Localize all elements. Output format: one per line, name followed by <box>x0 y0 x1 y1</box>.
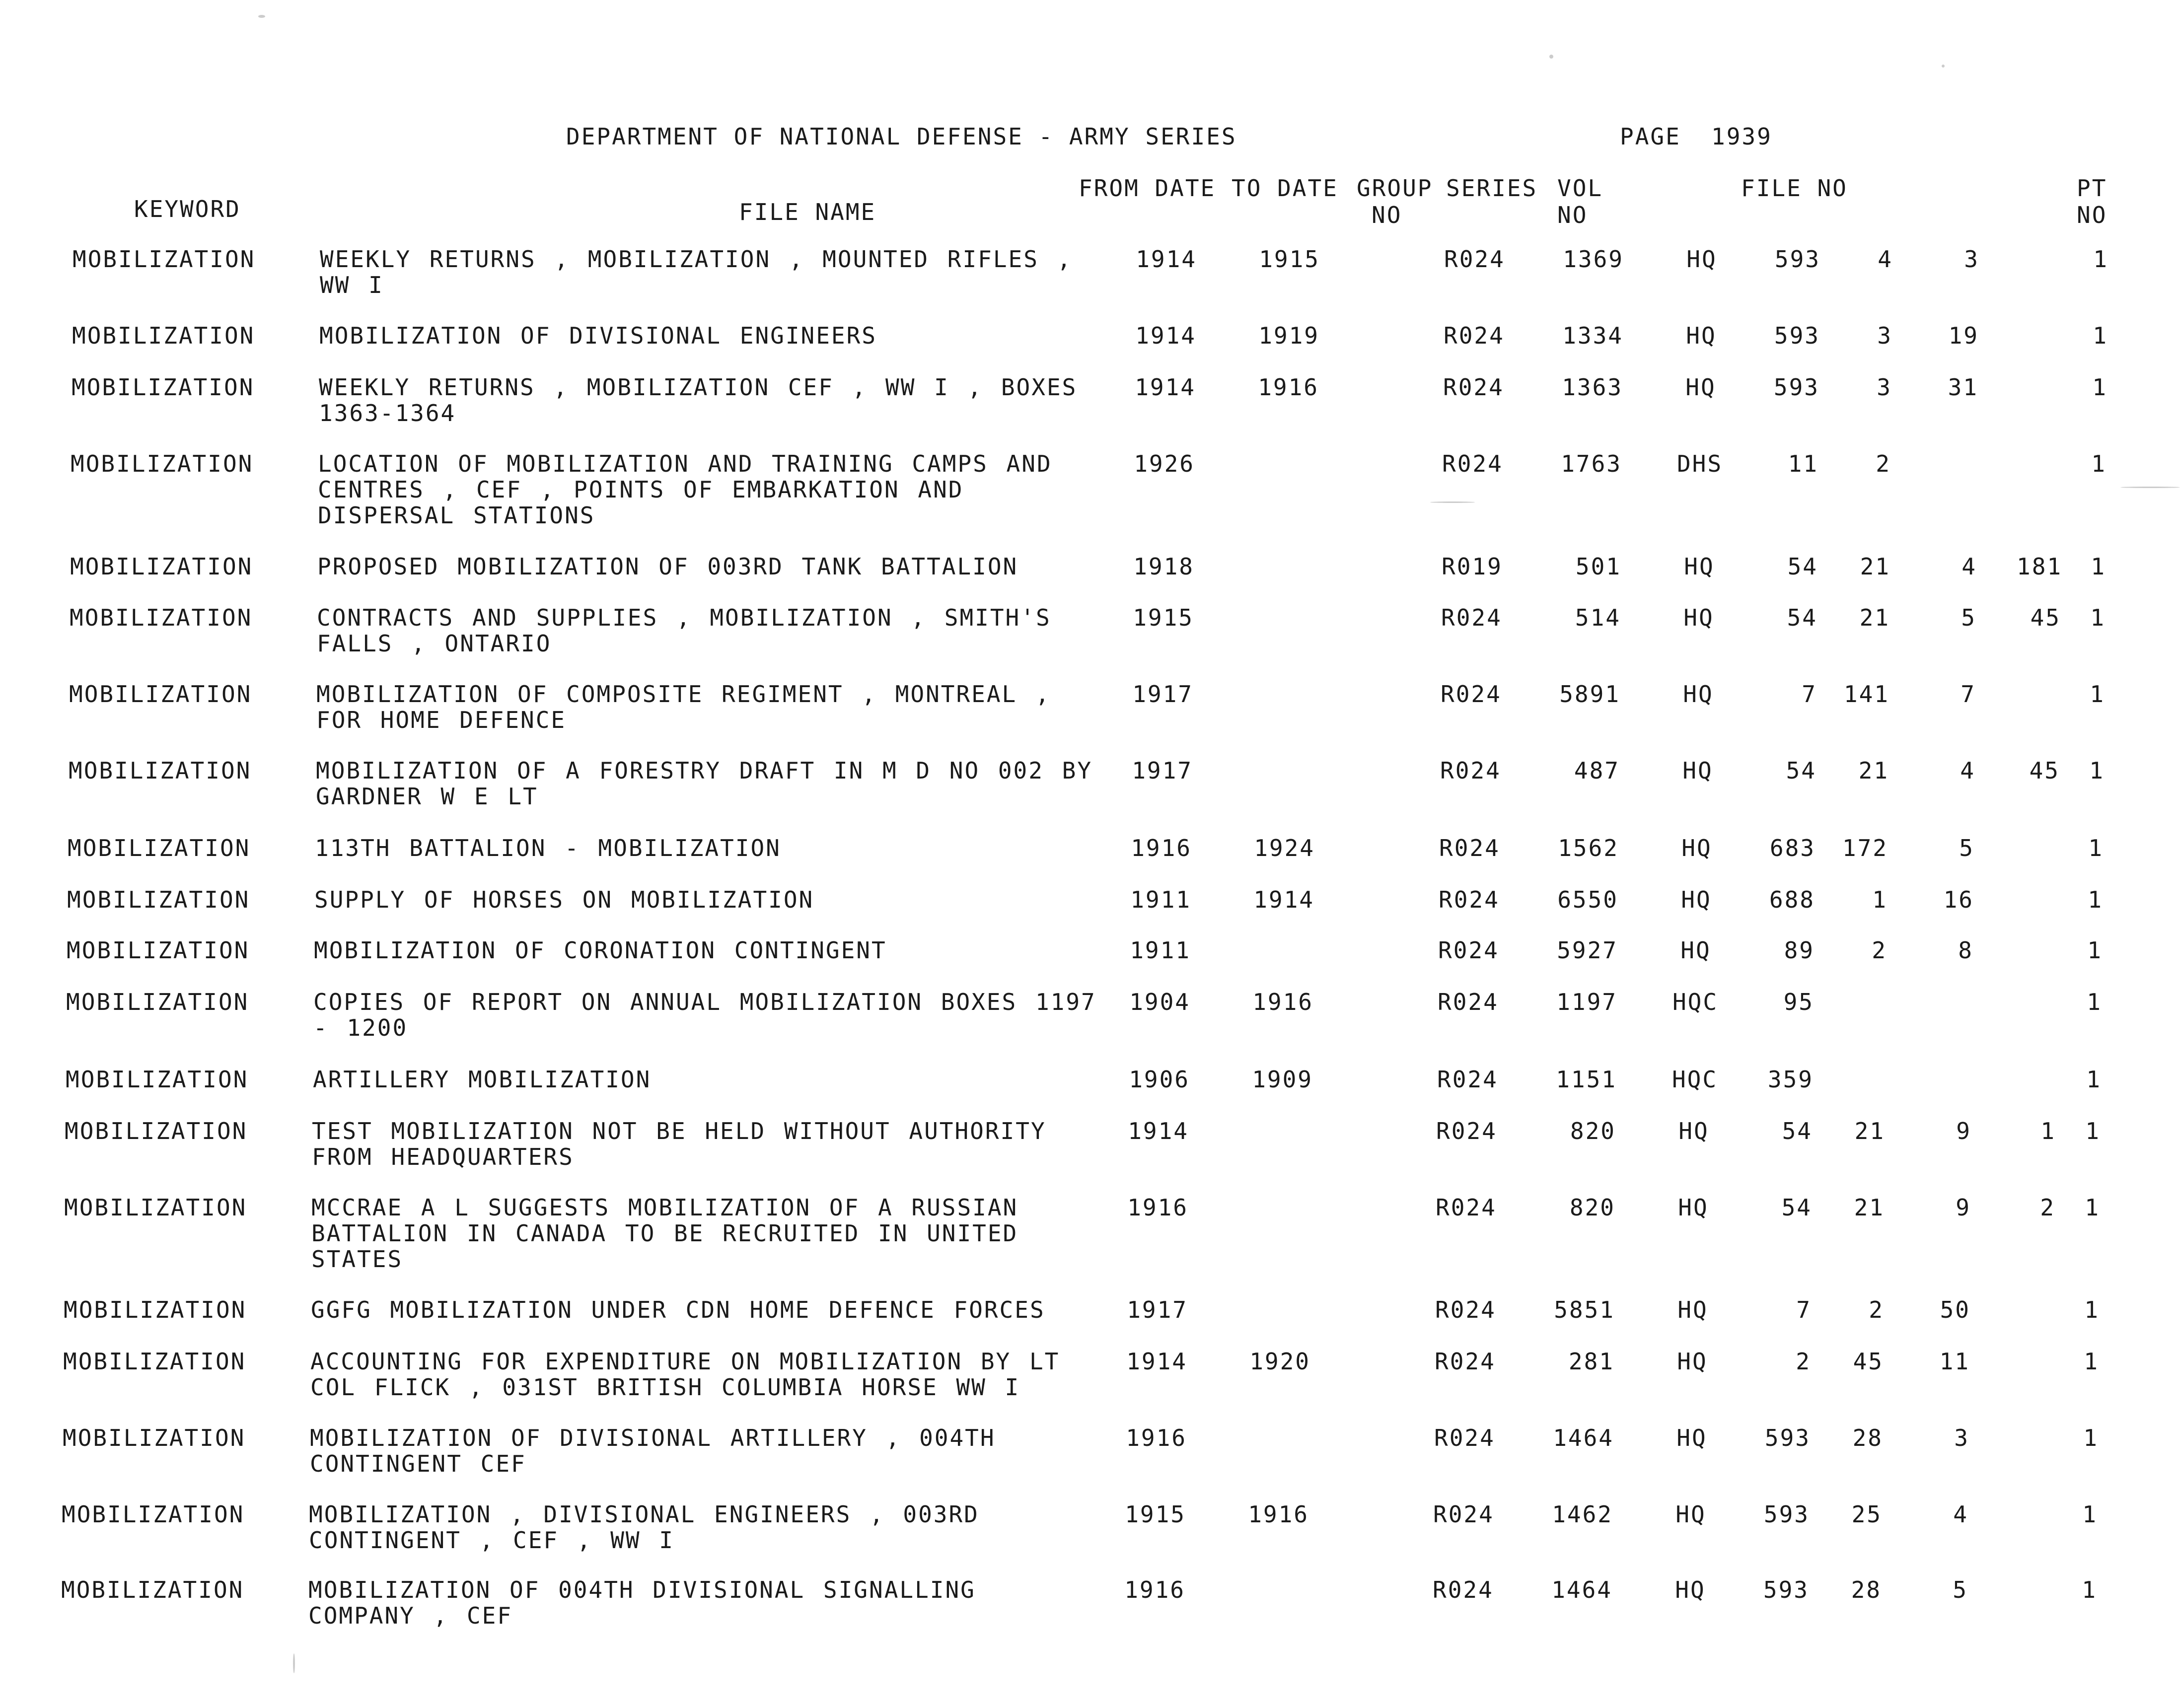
page-label: PAGE <box>1620 123 1681 150</box>
cell-f5: 45 <box>2030 604 2061 631</box>
cell-series: R024 <box>1433 1501 1494 1528</box>
cell-series: R024 <box>1439 886 1500 913</box>
cell-series: R024 <box>1441 604 1502 631</box>
cell-file-name: COPIES OF REPORT ON ANNUAL MOBILIZATION BOXES 1197 - 1200 <box>313 989 1096 1041</box>
cell-series: R024 <box>1439 835 1500 861</box>
cell-f1: HQ <box>1676 1424 1707 1451</box>
cell-f4: 16 <box>1943 886 1974 913</box>
scan-speck <box>1549 55 1553 59</box>
cell-f1: HQ <box>1686 246 1717 273</box>
cell-keyword: MOBILIZATION <box>70 604 253 631</box>
cell-vol: 820 <box>1570 1118 1616 1144</box>
column-header-to-date: TO DATE <box>1232 175 1338 202</box>
cell-file-name: MCCRAE A L SUGGESTS MOBILIZATION OF A RUSSIAN BATTALION IN CANADA TO BE RECRUITED IN UNITED STATES <box>311 1194 1018 1273</box>
cell-f3: 3 <box>1877 322 1892 349</box>
cell-f3: 1 <box>1872 886 1888 913</box>
cell-f2: 688 <box>1769 886 1815 913</box>
cell-pt: 1 <box>2089 757 2105 784</box>
cell-f4: 31 <box>1948 374 1978 401</box>
column-header-series: SERIES <box>1446 175 1538 202</box>
cell-f1: HQ <box>1678 1194 1709 1221</box>
cell-vol: 1763 <box>1561 450 1622 477</box>
scan-speck <box>1430 501 1475 503</box>
page-number: 1939 <box>1711 123 1772 150</box>
cell-f2: 54 <box>1787 553 1818 580</box>
cell-vol: 514 <box>1575 604 1621 631</box>
cell-vol: 1151 <box>1556 1066 1617 1093</box>
cell-vol: 5851 <box>1554 1296 1615 1323</box>
cell-from: 1914 <box>1126 1348 1187 1375</box>
cell-file-name: SUPPLY OF HORSES ON MOBILIZATION <box>314 886 814 913</box>
cell-f4: 7 <box>1961 681 1976 708</box>
cell-f2: 11 <box>1788 450 1818 477</box>
cell-f2: 359 <box>1767 1066 1814 1093</box>
cell-from: 1917 <box>1132 757 1193 784</box>
cell-from: 1911 <box>1130 937 1191 964</box>
cell-pt: 1 <box>2085 1118 2101 1144</box>
cell-f4: 5 <box>1959 835 1974 861</box>
cell-vol: 1462 <box>1552 1501 1613 1528</box>
cell-series: R024 <box>1443 374 1504 401</box>
cell-f3: 2 <box>1869 1296 1884 1323</box>
column-header-file-name: FILE NAME <box>739 199 876 225</box>
cell-vol: 1464 <box>1553 1424 1614 1451</box>
cell-pt: 1 <box>2083 1424 2099 1451</box>
cell-f1: HQ <box>1686 322 1717 349</box>
cell-series: R024 <box>1440 757 1501 784</box>
cell-f1: HQC <box>1672 989 1719 1015</box>
cell-file-name: PROPOSED MOBILIZATION OF 003RD TANK BATTALION <box>317 553 1018 580</box>
cell-series: R024 <box>1434 1424 1495 1451</box>
cell-f1: HQC <box>1672 1066 1718 1093</box>
cell-vol: 1562 <box>1558 835 1619 861</box>
cell-pt: 1 <box>2088 886 2103 913</box>
cell-f3: 2 <box>1876 450 1891 477</box>
cell-f2: 54 <box>1786 757 1817 784</box>
cell-vol: 501 <box>1575 553 1621 580</box>
cell-from: 1915 <box>1125 1501 1186 1528</box>
cell-pt: 1 <box>2090 604 2106 631</box>
cell-keyword: MOBILIZATION <box>67 886 250 913</box>
cell-f3: 21 <box>1860 553 1890 580</box>
cell-f3: 25 <box>1851 1501 1882 1528</box>
cell-keyword: MOBILIZATION <box>63 1348 246 1375</box>
cell-to: 1924 <box>1254 835 1315 861</box>
cell-from: 1917 <box>1127 1296 1188 1323</box>
cell-series: R024 <box>1433 1576 1494 1603</box>
cell-vol: 5891 <box>1559 681 1620 708</box>
cell-keyword: MOBILIZATION <box>66 989 249 1015</box>
cell-f3: 28 <box>1852 1424 1883 1451</box>
cell-pt: 1 <box>2091 450 2107 477</box>
cell-vol: 487 <box>1574 757 1620 784</box>
cell-f2: 54 <box>1781 1194 1812 1221</box>
cell-f3: 28 <box>1851 1576 1882 1603</box>
cell-f2: 683 <box>1769 835 1816 861</box>
cell-f3: 172 <box>1842 835 1888 861</box>
column-header-file-no: FILE NO <box>1741 175 1848 202</box>
column-header-from-date: FROM DATE <box>1079 175 1216 202</box>
column-header-pt-no: NO <box>2077 202 2108 228</box>
cell-vol: 820 <box>1569 1194 1615 1221</box>
cell-pt: 1 <box>2087 937 2103 964</box>
cell-keyword: MOBILIZATION <box>61 1576 244 1603</box>
cell-to: 1915 <box>1259 246 1320 273</box>
cell-pt: 1 <box>2084 1348 2099 1375</box>
cell-to: 1909 <box>1252 1066 1313 1093</box>
column-header-vol-no: NO <box>1557 202 1588 228</box>
column-header-group: GROUP <box>1357 175 1433 202</box>
cell-from: 1917 <box>1132 681 1193 708</box>
cell-file-name: TEST MOBILIZATION NOT BE HELD WITHOUT AUTHORITY FROM HEADQUARTERS <box>312 1118 1046 1170</box>
cell-series: R024 <box>1444 322 1505 349</box>
cell-f3: 21 <box>1858 757 1889 784</box>
cell-f2: 593 <box>1774 246 1820 273</box>
cell-file-name: MOBILIZATION OF DIVISIONAL ARTILLERY , 004TH CONTINGENT CEF <box>310 1424 996 1477</box>
cell-f3: 21 <box>1854 1194 1885 1221</box>
cell-f4: 5 <box>1953 1576 1968 1603</box>
cell-f4: 4 <box>1962 553 1977 580</box>
cell-f5: 181 <box>2017 553 2063 580</box>
cell-to: 1920 <box>1249 1348 1310 1375</box>
cell-series: R024 <box>1436 1118 1497 1144</box>
cell-f1: HQ <box>1684 553 1715 580</box>
cell-f3: 3 <box>1877 374 1892 401</box>
cell-file-name: MOBILIZATION OF DIVISIONAL ENGINEERS <box>319 322 877 349</box>
cell-from: 1926 <box>1134 450 1195 477</box>
cell-f3: 21 <box>1859 604 1890 631</box>
cell-f2: 593 <box>1774 322 1820 349</box>
cell-f1: HQ <box>1677 1296 1708 1323</box>
cell-f1: HQ <box>1675 1501 1706 1528</box>
cell-f4: 8 <box>1958 937 1973 964</box>
cell-to: 1916 <box>1252 989 1313 1015</box>
cell-from: 1915 <box>1133 604 1194 631</box>
cell-series: R024 <box>1438 989 1499 1015</box>
cell-f2: 7 <box>1802 681 1817 708</box>
cell-pt: 1 <box>2092 374 2108 401</box>
cell-pt: 1 <box>2093 246 2108 273</box>
cell-f3: 4 <box>1878 246 1893 273</box>
cell-f1: HQ <box>1681 886 1712 913</box>
cell-file-name: 113TH BATTALION - MOBILIZATION <box>315 835 781 861</box>
cell-f1: DHS <box>1676 450 1723 477</box>
cell-f4: 11 <box>1939 1348 1970 1375</box>
cell-from: 1916 <box>1127 1194 1188 1221</box>
cell-keyword: MOBILIZATION <box>64 1296 247 1323</box>
cell-series: R024 <box>1436 1194 1497 1221</box>
cell-file-name: GGFG MOBILIZATION UNDER CDN HOME DEFENCE FORCES <box>311 1296 1045 1323</box>
cell-f5: 2 <box>2040 1194 2055 1221</box>
cell-file-name: WEEKLY RETURNS , MOBILIZATION , MOUNTED RIFLES , WW I <box>320 246 1073 298</box>
cell-f5: 45 <box>2029 757 2060 784</box>
cell-f2: 54 <box>1782 1118 1813 1144</box>
cell-f2: 593 <box>1763 1501 1810 1528</box>
scan-speck <box>293 1653 295 1673</box>
cell-f4: 5 <box>1961 604 1976 631</box>
cell-keyword: MOBILIZATION <box>64 1194 247 1221</box>
cell-series: R024 <box>1442 450 1503 477</box>
cell-keyword: MOBILIZATION <box>68 835 251 861</box>
cell-from: 1904 <box>1129 989 1190 1015</box>
scan-speck <box>258 15 265 18</box>
cell-f2: 2 <box>1796 1348 1811 1375</box>
cell-f2: 593 <box>1773 374 1819 401</box>
cell-f4: 9 <box>1956 1194 1971 1221</box>
cell-from: 1914 <box>1135 322 1196 349</box>
cell-f4: 19 <box>1948 322 1979 349</box>
cell-vol: 6550 <box>1557 886 1618 913</box>
cell-vol: 281 <box>1568 1348 1614 1375</box>
cell-f1: HQ <box>1681 835 1712 861</box>
cell-series: R024 <box>1435 1348 1496 1375</box>
cell-pt: 1 <box>2087 989 2102 1015</box>
cell-pt: 1 <box>2088 835 2104 861</box>
cell-vol: 1369 <box>1563 246 1624 273</box>
cell-file-name: ARTILLERY MOBILIZATION <box>313 1066 652 1093</box>
cell-f1: HQ <box>1680 937 1711 964</box>
cell-f1: HQ <box>1677 1348 1708 1375</box>
cell-series: R024 <box>1441 681 1502 708</box>
cell-pt: 1 <box>2091 553 2106 580</box>
cell-f1: HQ <box>1682 757 1713 784</box>
cell-vol: 1363 <box>1562 374 1623 401</box>
cell-keyword: MOBILIZATION <box>69 757 252 784</box>
cell-from: 1916 <box>1131 835 1192 861</box>
cell-f3: 2 <box>1872 937 1887 964</box>
cell-f2: 593 <box>1763 1576 1809 1603</box>
cell-f4: 3 <box>1964 246 1979 273</box>
cell-pt: 1 <box>2086 1066 2102 1093</box>
cell-from: 1911 <box>1130 886 1191 913</box>
cell-keyword: MOBILIZATION <box>73 246 256 273</box>
cell-to: 1914 <box>1253 886 1314 913</box>
cell-from: 1916 <box>1126 1424 1187 1451</box>
cell-f4: 9 <box>1956 1118 1971 1144</box>
cell-f1: HQ <box>1685 374 1716 401</box>
cell-vol: 1464 <box>1551 1576 1612 1603</box>
cell-f2: 7 <box>1796 1296 1812 1323</box>
scan-speck <box>2120 487 2180 488</box>
cell-series: R019 <box>1442 553 1503 580</box>
column-header-pt: PT <box>2077 175 2108 202</box>
cell-file-name: MOBILIZATION , DIVISIONAL ENGINEERS , 003RD CONTINGENT , CEF , WW I <box>309 1501 979 1554</box>
cell-f4: 3 <box>1954 1424 1969 1451</box>
cell-f5: 1 <box>2040 1118 2056 1144</box>
cell-series: R024 <box>1435 1296 1496 1323</box>
cell-keyword: MOBILIZATION <box>66 1066 249 1093</box>
cell-file-name: LOCATION OF MOBILIZATION AND TRAINING CAMPS AND CENTRES , CEF , POINTS OF EMBARKATION AND DISPERSAL STATIONS <box>318 450 1052 529</box>
cell-keyword: MOBILIZATION <box>62 1501 245 1528</box>
cell-keyword: MOBILIZATION <box>63 1424 246 1451</box>
column-header-group-no: NO <box>1372 202 1402 228</box>
cell-vol: 1334 <box>1562 322 1623 349</box>
cell-f3: 141 <box>1843 681 1890 708</box>
cell-series: R024 <box>1438 937 1499 964</box>
cell-to: 1916 <box>1258 374 1319 401</box>
cell-file-name: ACCOUNTING FOR EXPENDITURE ON MOBILIZATION BY LT COL FLICK , 031ST BRITISH COLUMBIA HORSE WW I <box>310 1348 1060 1401</box>
cell-vol: 5927 <box>1557 937 1618 964</box>
cell-series: R024 <box>1444 246 1505 273</box>
cell-from: 1914 <box>1135 374 1196 401</box>
cell-from: 1918 <box>1133 553 1194 580</box>
cell-pt: 1 <box>2085 1194 2100 1221</box>
cell-from: 1914 <box>1136 246 1197 273</box>
cell-file-name: MOBILIZATION OF COMPOSITE REGIMENT , MONTREAL , FOR HOME DEFENCE <box>316 681 1051 733</box>
cell-f3: 45 <box>1853 1348 1884 1375</box>
cell-to: 1916 <box>1248 1501 1309 1528</box>
cell-file-name: MOBILIZATION OF A FORESTRY DRAFT IN M D NO 002 BY GARDNER W E LT <box>316 757 1093 810</box>
scan-speck <box>1942 65 1945 68</box>
cell-f1: HQ <box>1675 1576 1706 1603</box>
column-header-keyword: KEYWORD <box>134 196 241 222</box>
cell-f2: 54 <box>1787 604 1818 631</box>
document-title: DEPARTMENT OF NATIONAL DEFENSE - ARMY SERIES <box>566 123 1237 150</box>
cell-keyword: MOBILIZATION <box>72 322 255 349</box>
cell-pt: 1 <box>2082 1576 2097 1603</box>
cell-from: 1916 <box>1124 1576 1185 1603</box>
cell-pt: 1 <box>2090 681 2105 708</box>
cell-keyword: MOBILIZATION <box>71 450 254 477</box>
cell-keyword: MOBILIZATION <box>69 681 252 708</box>
cell-vol: 1197 <box>1556 989 1617 1015</box>
cell-f2: 593 <box>1764 1424 1811 1451</box>
cell-pt: 1 <box>2093 322 2108 349</box>
cell-keyword: MOBILIZATION <box>72 374 255 401</box>
column-header-vol: VOL <box>1557 175 1603 202</box>
cell-f4: 4 <box>1953 1501 1968 1528</box>
cell-keyword: MOBILIZATION <box>67 937 250 964</box>
cell-f1: HQ <box>1683 681 1714 708</box>
cell-f1: HQ <box>1678 1118 1709 1144</box>
cell-f2: 89 <box>1784 937 1815 964</box>
cell-file-name: MOBILIZATION OF CORONATION CONTINGENT <box>314 937 887 964</box>
cell-file-name: MOBILIZATION OF 004TH DIVISIONAL SIGNALLING COMPANY , CEF <box>308 1576 976 1629</box>
cell-keyword: MOBILIZATION <box>70 553 253 580</box>
cell-file-name: CONTRACTS AND SUPPLIES , MOBILIZATION , SMITH'S FALLS , ONTARIO <box>317 604 1051 657</box>
cell-pt: 1 <box>2084 1296 2100 1323</box>
cell-from: 1914 <box>1128 1118 1189 1144</box>
cell-file-name: WEEKLY RETURNS , MOBILIZATION CEF , WW I , BOXES 1363-1364 <box>319 374 1078 427</box>
cell-f1: HQ <box>1683 604 1714 631</box>
cell-to: 1919 <box>1258 322 1319 349</box>
cell-f2: 95 <box>1783 989 1814 1015</box>
cell-f4: 50 <box>1940 1296 1970 1323</box>
cell-f4: 4 <box>1960 757 1975 784</box>
cell-keyword: MOBILIZATION <box>65 1118 248 1144</box>
cell-f3: 21 <box>1854 1118 1885 1144</box>
cell-series: R024 <box>1437 1066 1498 1093</box>
cell-from: 1906 <box>1129 1066 1190 1093</box>
cell-pt: 1 <box>2082 1501 2098 1528</box>
